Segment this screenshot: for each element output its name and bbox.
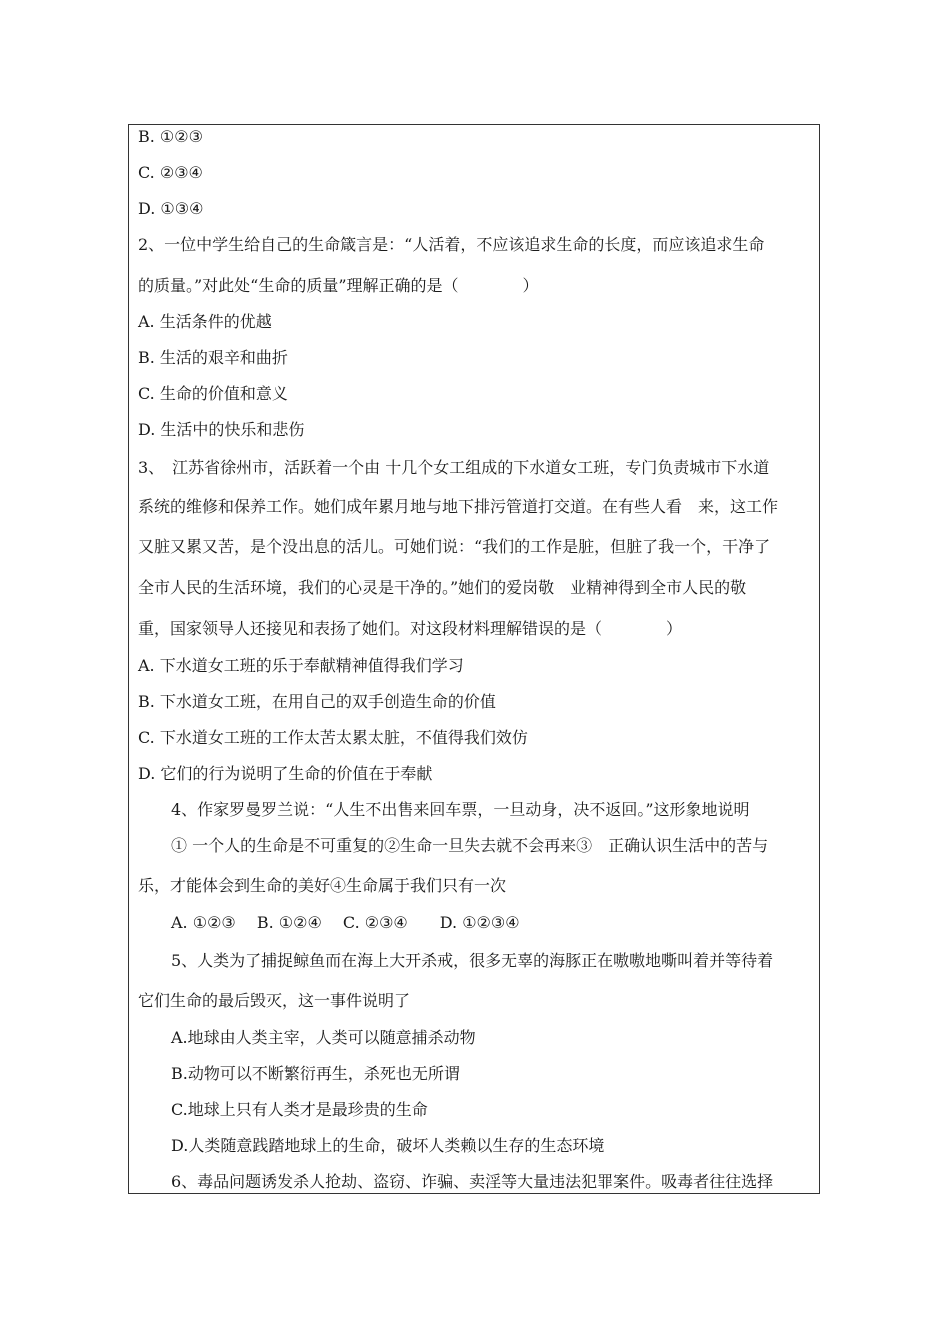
question-4-line-3: 乐，才能体会到生命的美好④生命属于我们只有一次 [138,876,507,895]
option-d-q5: D.人类随意践踏地球上的生命，破坏人类赖以生存的生态环境 [171,1136,605,1155]
option-b-q5: B.动物可以不断繁衍再生，杀死也无所谓 [171,1064,460,1083]
question-2-line-2: 的质量。”对此处“生命的质量”理解正确的是（ ） [138,276,539,295]
option-c-q1: C. ②③④ [138,163,203,182]
question-4-line-2: ① 一个人的生命是不可重复的②生命一旦失去就不会再来③ 正确认识生活中的苦与 [171,836,769,855]
question-3-line-4: 全市人民的生活环境，我们的心灵是干净的。”她们的爱岗敬 业精神得到全市人民的敬 [138,578,747,597]
question-3-line-1: 3、 江苏省徐州市，活跃着一个由 十几个女工组成的下水道女工班，专门负责城市下水道 [138,458,770,477]
option-d-q3: D. 它们的行为说明了生命的价值在于奉献 [138,764,433,783]
option-a-q5: A.地球由人类主宰，人类可以随意捕杀动物 [171,1028,476,1047]
option-a-q2: A. 生活条件的优越 [138,312,272,331]
question-3-line-5: 重，国家领导人还接见和表扬了她们。对这段材料理解错误的是（ ） [138,619,683,638]
option-b-q2: B. 生活的艰辛和曲折 [138,348,288,367]
question-3-line-2: 系统的维修和保养工作。她们成年累月地与地下排污管道打交道。在有些人看 来，这工作 [138,497,779,516]
question-3-line-3: 又脏又累又苦，是个没出息的活儿。可她们说：“我们的工作是脏，但脏了我一个，干净了 [138,537,771,556]
option-b-q3: B. 下水道女工班，在用自己的双手创造生命的价值 [138,692,496,711]
question-4-options: A. ①②③ B. ①②④ C. ②③④ D. ①②③④ [171,913,520,932]
question-4-line-1: 4、作家罗曼罗兰说：“人生不出售来回车票，一旦动身，决不返回。”这形象地说明 [171,800,750,819]
option-a-q3: A. 下水道女工班的乐于奉献精神值得我们学习 [138,656,464,675]
question-5-line-1: 5、人类为了捕捉鲸鱼而在海上大开杀戒，很多无辜的海豚正在嗷嗷地嘶叫着并等待着 [171,951,774,970]
option-b-q1: B. ①②③ [138,127,203,146]
option-d-q1: D. ①③④ [138,199,204,218]
option-c-q5: C.地球上只有人类才是最珍贵的生命 [171,1100,428,1119]
option-c-q2: C. 生命的价值和意义 [138,384,288,403]
question-2-line-1: 2、一位中学生给自己的生命箴言是：“人活着，不应该追求生命的长度，而应该追求生命 [138,235,765,254]
question-6-line-1: 6、毒品问题诱发杀人抢劫、盗窃、诈骗、卖淫等大量违法犯罪案件。吸毒者往往选择 [171,1172,774,1191]
question-5-line-2: 它们生命的最后毁灭，这一事件说明了 [138,991,411,1010]
option-d-q2: D. 生活中的快乐和悲伤 [138,420,305,439]
option-c-q3: C. 下水道女工班的工作太苦太累太脏，不值得我们效仿 [138,728,528,747]
